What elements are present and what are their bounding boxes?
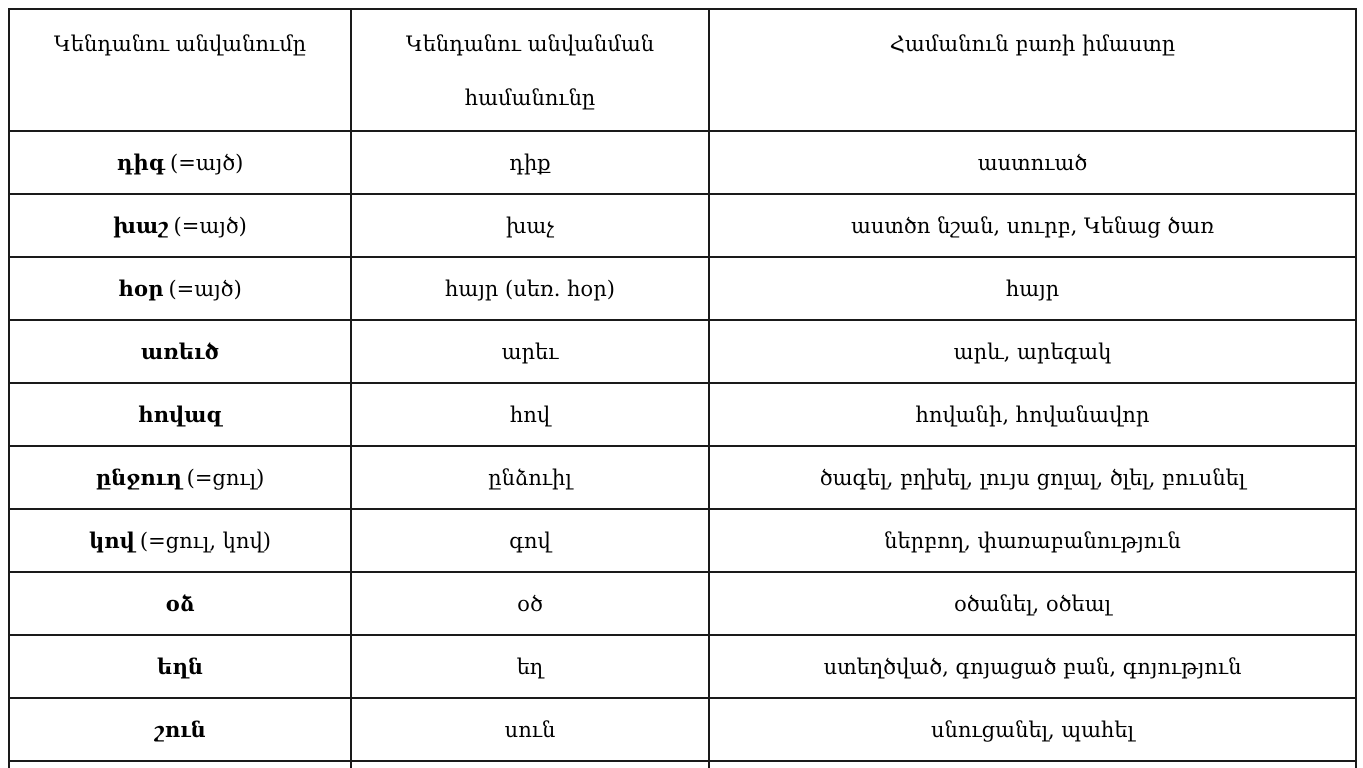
meaning-cell: ծագել, բղխել, լույս ցոլալ, ծլել, բուսնել	[709, 446, 1356, 509]
meaning-cell: աստուած	[709, 131, 1356, 194]
header-animal-homonym: Կենդանու անվանման համանունը	[351, 9, 709, 131]
animal-name-cell	[9, 320, 351, 383]
animal-name-cell	[9, 635, 351, 698]
homonym-cell: դիք	[351, 131, 709, 194]
table-row	[9, 257, 1356, 320]
table-row	[9, 194, 1356, 257]
meaning-cell: աստծո նշան, սուրբ, Կենաց ծառ	[709, 194, 1356, 257]
table-row	[9, 131, 1356, 194]
table-row-partial	[9, 761, 1356, 768]
animal-word: հովազ	[138, 402, 222, 427]
meaning-cell: ներբող, փառաբանություն	[709, 509, 1356, 572]
animal-name-cell	[9, 194, 351, 257]
table-row	[9, 698, 1356, 761]
animal-word: հօր	[118, 276, 164, 301]
homonym-cell: սուն	[351, 698, 709, 761]
animal-note: (=ցուլ, կով)	[139, 529, 271, 553]
homonym-cell: արեւ	[351, 320, 709, 383]
homonym-cell: հայր (սեռ. հօր)	[351, 257, 709, 320]
animal-word: օձ	[165, 591, 195, 616]
animal-name-cell	[9, 698, 351, 761]
meaning-cell: հայր	[709, 257, 1356, 320]
animal-name-cell	[9, 509, 351, 572]
homonym-cell: օծ	[351, 572, 709, 635]
animal-name-cell	[9, 257, 351, 320]
table-row	[9, 383, 1356, 446]
animal-note: (=ցուլ)	[186, 466, 265, 490]
homonym-table	[8, 8, 1357, 768]
table-row	[9, 320, 1356, 383]
animal-word: առեւծ	[140, 339, 219, 364]
meaning-cell	[709, 761, 1356, 768]
animal-note: (=այծ)	[168, 277, 242, 301]
animal-name-cell	[9, 131, 351, 194]
header-animal-name: Կենդանու անվանումը	[9, 9, 351, 131]
table-header-row	[9, 9, 1356, 131]
meaning-cell: օծանել, օծեալ	[709, 572, 1356, 635]
table-row	[9, 572, 1356, 635]
table-row	[9, 635, 1356, 698]
animal-word: դիգ	[116, 150, 166, 175]
animal-name-cell	[9, 572, 351, 635]
animal-name-cell	[9, 446, 351, 509]
homonym-cell: եղ	[351, 635, 709, 698]
homonym-cell: խաչ	[351, 194, 709, 257]
animal-word: կով	[89, 528, 135, 553]
animal-name-cell	[9, 761, 351, 768]
homonym-cell: գով	[351, 509, 709, 572]
table-row	[9, 446, 1356, 509]
animal-word: խաշ	[113, 213, 169, 238]
meaning-cell: արև, արեգակ	[709, 320, 1356, 383]
meaning-cell: հովանի, հովանավոր	[709, 383, 1356, 446]
animal-word: եղն	[157, 654, 203, 679]
header-homonym-meaning: Համանուն բառի իմաստը	[709, 9, 1356, 131]
animal-name-cell	[9, 383, 351, 446]
meaning-cell: սնուցանել, պահել	[709, 698, 1356, 761]
animal-word: ընջուղ	[95, 465, 182, 490]
animal-word: շուն	[154, 717, 206, 742]
homonym-cell	[351, 761, 709, 768]
homonym-cell: ընձուիլ	[351, 446, 709, 509]
meaning-cell: ստեղծված, գոյացած բան, գոյություն	[709, 635, 1356, 698]
homonym-cell: հով	[351, 383, 709, 446]
table-row	[9, 509, 1356, 572]
animal-note: (=այծ)	[170, 151, 244, 175]
animal-note: (=այծ)	[173, 214, 247, 238]
